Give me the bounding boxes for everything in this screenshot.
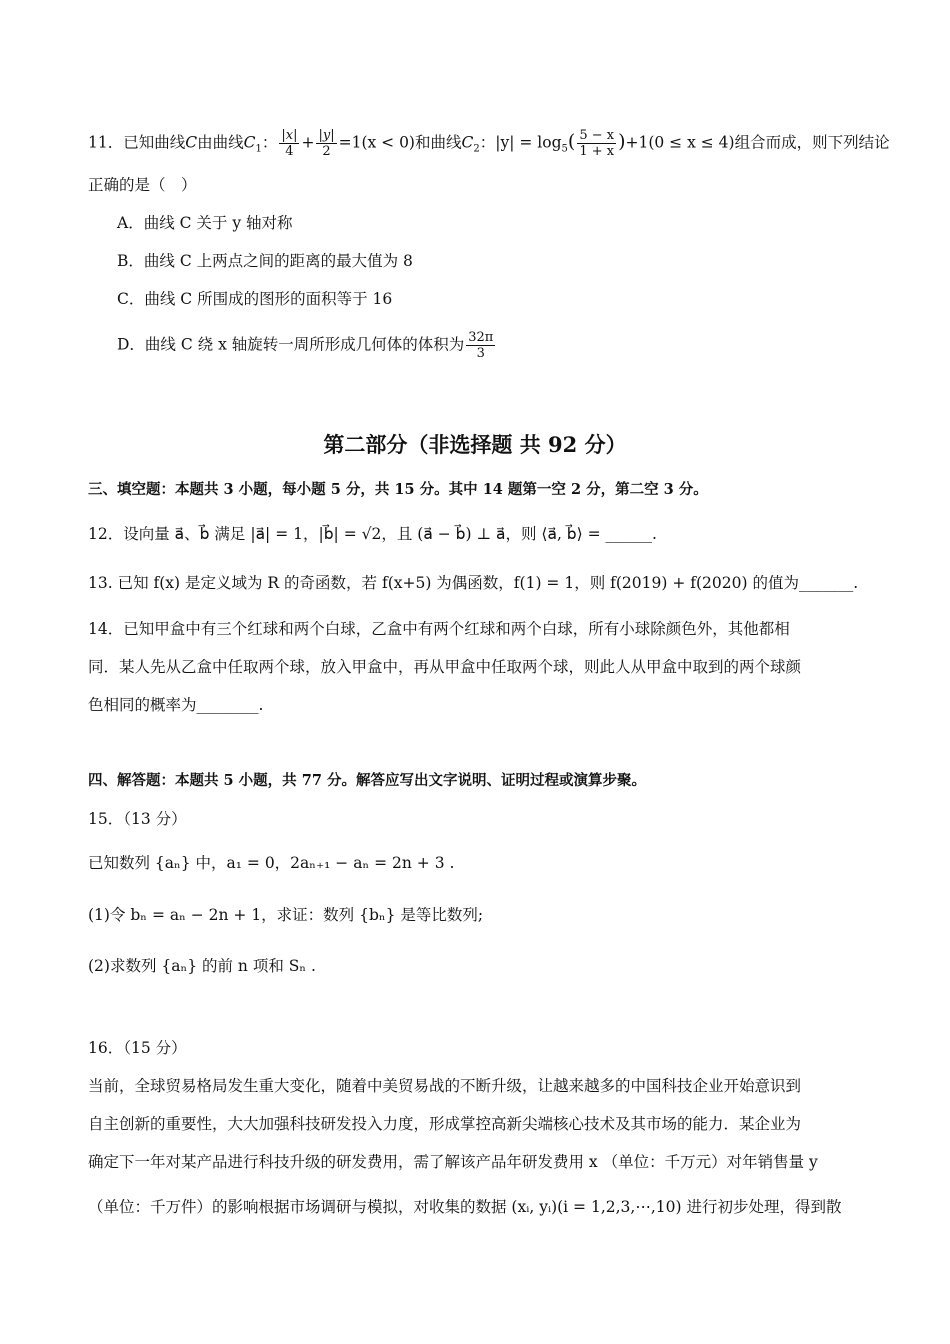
q13: 13. 已知 f(x) 是定义域为 R 的奇函数，若 f(x+5) 为偶函数，f(1) = 1，则 f(2019) + f(2020) 的值为_______. — [88, 574, 859, 592]
q11-option-b: B．曲线 C 上两点之间的距离的最大值为 8 — [117, 252, 413, 270]
section2-title: 第二部分（非选择题 共 92 分） — [323, 432, 627, 457]
part3-header: 三、填空题：本题共 3 小题，每小题 5 分，共 15 分。其中 14 题第一空 2 分，第二空 3 分。 — [88, 481, 708, 498]
c1-frac-y-num: |y| — [318, 128, 335, 143]
q14-line1: 14．已知甲盒中有三个红球和两个白球，乙盒中有两个红球和两个白球，所有小球除颜色外，其他都相 — [88, 620, 790, 638]
c2-name: C — [461, 133, 474, 152]
q11-and: 和曲线 — [414, 133, 462, 152]
q11-stem-line2: 正确的是（ ） — [88, 176, 197, 194]
c2-paren-open: ( — [567, 130, 576, 153]
q11-suffix: 组合而成，则下列结论 — [734, 133, 890, 152]
q11-option-c: C．曲线 C 所围成的图形的面积等于 16 — [117, 290, 393, 308]
q16-line2: 自主创新的重要性，大大加强科技研发投入力度，形成掌控高新尖端核心技术及其市场的能力．某企业为 — [88, 1115, 802, 1133]
q12: 12．设向量 a⃗、b⃗ 满足 |a⃗| = 1，|b⃗| = √2，且 (a⃗ − b⃗) ⊥ a⃗，则 ⟨a⃗, b⃗⟩ = ______. — [88, 525, 657, 543]
q11-prefix: 11．已知曲线 — [88, 133, 186, 152]
q11-mid: 由曲线 — [197, 133, 244, 152]
q16-line4: （单位：千万件）的影响根据市场调研与模拟，对收集的数据 (xᵢ, yᵢ)(i = 1,2,3,⋯,10) 进行初步处理，得到散 — [88, 1198, 842, 1216]
c2-log-base: 5 — [561, 143, 568, 155]
q15-given: 已知数列 {aₙ} 中，a₁ = 0，2aₙ₊₁ − aₙ = 2n + 3 . — [88, 854, 455, 872]
q11-stem-line1 — [88, 128, 890, 161]
c2-frac-den: 1 + x — [579, 144, 615, 159]
c1-sub: 1 — [255, 143, 262, 155]
q11-option-d — [117, 330, 497, 361]
q11-option-d-frac — [466, 330, 495, 361]
c1-frac-y-den: 2 — [322, 144, 331, 159]
q11-option-a: A．曲线 C 关于 y 轴对称 — [117, 214, 293, 232]
c1-tail: =1(x < 0) — [338, 133, 415, 152]
c1-frac-x-den: 4 — [285, 144, 294, 159]
q15-part1: (1)令 bₙ = aₙ − 2n + 1，求证：数列 {bₙ} 是等比数列; — [88, 906, 484, 924]
part4-header: 四、解答题：本题共 5 小题，共 77 分。解答应写出文字说明、证明过程或演算步聚。 — [88, 772, 646, 789]
c1-frac-x-num: |x| — [281, 128, 298, 143]
c2-sub: 2 — [473, 143, 480, 155]
c2-frac — [577, 128, 616, 159]
c1-colon: ： — [261, 133, 278, 152]
c1-name: C — [243, 133, 256, 152]
q11-curve-c: C — [185, 133, 198, 152]
q16-head: 16．（15 分） — [88, 1039, 187, 1057]
c2-paren-close: ) — [618, 130, 626, 153]
q14-line2: 同．某人先从乙盒中任取两个球，放入甲盒中，再从甲盒中任取两个球，则此人从甲盒中取到的两个球颜 — [88, 658, 802, 676]
c1-frac-y — [316, 128, 336, 159]
c1-frac-x — [279, 128, 299, 159]
c2-lhs: ：|y| = log — [479, 133, 562, 152]
q16-line3: 确定下一年对某产品进行科技升级的研发费用，需了解该产品年研发费用 x （单位：千万元）对年销售量 y — [88, 1153, 818, 1171]
q15-head: 15．（13 分） — [88, 810, 187, 828]
q11-option-d-den: 3 — [476, 346, 485, 361]
q11-option-d-num: 32π — [468, 330, 494, 345]
c2-frac-num: 5 − x — [579, 128, 615, 143]
q14-line3: 色相同的概率为________. — [88, 696, 264, 714]
c2-tail: +1(0 ≤ x ≤ 4) — [625, 133, 735, 152]
q11-option-d-text: D．曲线 C 绕 x 轴旋转一周所形成几何体的体积为 — [117, 335, 465, 354]
q16-line1: 当前，全球贸易格局发生重大变化，随着中美贸易战的不断升级，让越来越多的中国科技企业开始意识到 — [88, 1077, 802, 1095]
q15-part2: (2)求数列 {aₙ} 的前 n 项和 Sₙ . — [88, 957, 316, 975]
c1-plus: + — [301, 133, 315, 152]
